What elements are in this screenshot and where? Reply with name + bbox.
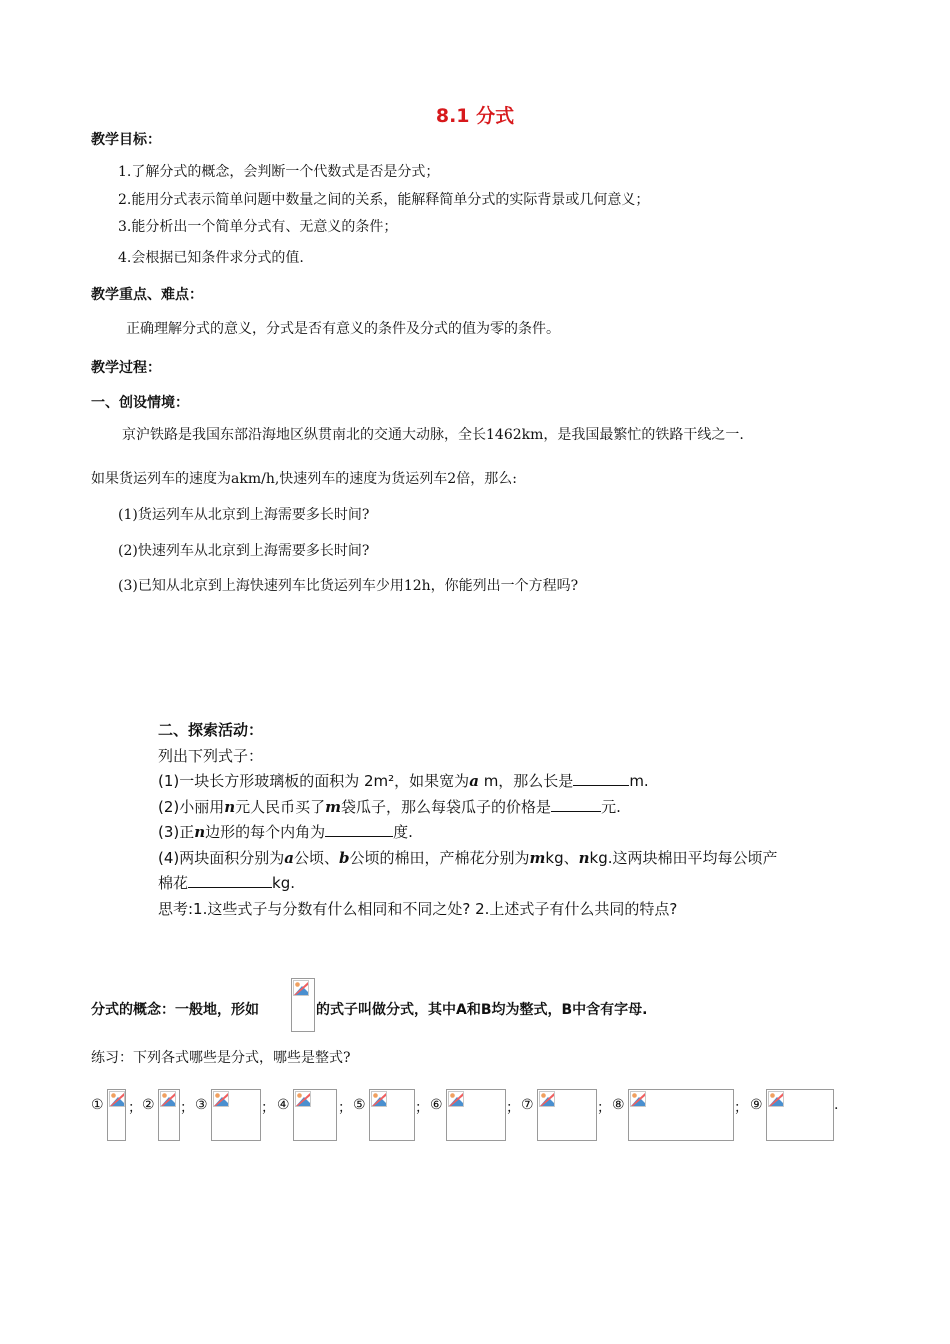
section1-question: (1)货运列车从北京到上海需要多长时间?: [118, 507, 370, 523]
item-label: ③: [195, 1097, 208, 1113]
section1-question: (3)已知从北京到上海快速列车比货运列车少用12h，你能列出一个方程吗?: [118, 578, 579, 594]
variable-n: n: [578, 849, 590, 867]
objective-item: 1.了解分式的概念，会判断一个代数式是否是分式；: [118, 164, 440, 180]
exercise-line-2: (2)小丽用n元人民币买了m袋瓜子，那么每袋瓜子的价格是 元.: [158, 798, 621, 816]
variable-n: n: [194, 823, 206, 841]
section1-paragraph: 京沪铁路是我国东部沿海地区纵贯南北的交通大动脉，全长1462km，是我国最繁忙的铁路干线之一.: [122, 427, 744, 443]
think-questions: 思考:1.这些式子与分数有什么相同和不同之处? 2.上述式子有什么共同的特点?: [158, 900, 678, 918]
section2-heading: 二、探索活动：: [158, 721, 264, 739]
practice-prompt: 练习：下列各式哪些是分式，哪些是整式?: [91, 1050, 351, 1066]
exercise-line-4b: 棉花 kg.: [158, 874, 295, 892]
objective-item: 3.能分析出一个简单分式有、无意义的条件；: [118, 219, 398, 235]
answer-blank: [551, 799, 601, 812]
image-icon: [768, 1091, 784, 1107]
answer-blank: [188, 875, 272, 888]
variable-a: a: [469, 772, 479, 790]
section1-heading: 一、创设情境：: [91, 395, 189, 411]
variable-b: b: [339, 849, 350, 867]
image-icon: [630, 1091, 646, 1107]
answer-blank: [325, 824, 393, 837]
objective-item: 4.会根据已知条件求分式的值.: [118, 250, 304, 266]
image-icon: [213, 1091, 229, 1107]
answer-blank: [573, 773, 629, 786]
fraction-image-placeholder: [537, 1089, 597, 1141]
separator: ；: [415, 1100, 429, 1116]
section1-question: (2)快速列车从北京到上海需要多长时间?: [118, 543, 370, 559]
image-icon: [293, 980, 309, 996]
fraction-image-placeholder: [107, 1089, 126, 1141]
section2-intro: 列出下列式子：: [158, 747, 264, 765]
separator: ；: [338, 1100, 352, 1116]
fraction-image-placeholder: [211, 1089, 261, 1141]
image-icon: [371, 1091, 387, 1107]
separator: ；: [128, 1100, 142, 1116]
process-heading: 教学过程：: [91, 360, 161, 376]
item-label: ⑨: [750, 1097, 763, 1113]
objective-item: 2.能用分式表示简单问题中数量之间的关系，能解释简单分式的实际背景或几何意义；: [118, 192, 650, 208]
exercise-line-1: (1)一块长方形玻璃板的面积为 2m²，如果宽为a m，那么长是 m.: [158, 772, 649, 790]
fraction-image-placeholder: [291, 978, 315, 1032]
fraction-image-placeholder: [766, 1089, 834, 1141]
image-icon: [448, 1091, 464, 1107]
fraction-image-placeholder: [446, 1089, 506, 1141]
fraction-image-placeholder: [628, 1089, 734, 1141]
exercise-line-4: (4)两块面积分别为a公顷、b公顷的棉田，产棉花分别为mkg、nkg.这两块棉田平均每公顷产: [158, 849, 778, 867]
image-icon: [539, 1091, 555, 1107]
image-icon: [109, 1091, 125, 1107]
image-icon: [160, 1091, 176, 1107]
variable-m: m: [529, 849, 546, 867]
separator: ；: [597, 1100, 611, 1116]
key-points-text: 正确理解分式的意义，分式是否有意义的条件及分式的值为零的条件。: [126, 321, 560, 337]
section1-paragraph: 如果货运列车的速度为akm/h,快速列车的速度为货运列车2倍，那么:: [91, 471, 517, 487]
fraction-image-placeholder: [293, 1089, 337, 1141]
exercise-line-3: (3)正n边形的每个内角为 度.: [158, 823, 413, 841]
separator: ；: [734, 1100, 748, 1116]
separator: ；: [261, 1100, 275, 1116]
variable-n: n: [224, 798, 236, 816]
concept-text-start: 分式的概念：一般地，形如: [91, 1002, 259, 1018]
item-label: ⑥: [430, 1097, 443, 1113]
separator: ；: [506, 1100, 520, 1116]
fraction-image-placeholder: [158, 1089, 180, 1141]
item-label: ⑧: [612, 1097, 625, 1113]
item-label: ①: [91, 1097, 104, 1113]
image-icon: [295, 1091, 311, 1107]
item-label: ⑤: [353, 1097, 366, 1113]
item-label: ②: [142, 1097, 155, 1113]
objectives-heading: 教学目标：: [91, 132, 161, 148]
variable-a: a: [284, 849, 294, 867]
item-label: ④: [277, 1097, 290, 1113]
item-label: ⑦: [521, 1097, 534, 1113]
separator: ；: [180, 1100, 194, 1116]
concept-text-end: 的式子叫做分式，其中A和B均为整式，B中含有字母.: [316, 1002, 648, 1018]
fraction-image-placeholder: [369, 1089, 415, 1141]
page-title: 8.1 分式: [435, 105, 515, 127]
key-points-heading: 教学重点、难点：: [91, 287, 203, 303]
end-period: .: [834, 1097, 839, 1113]
variable-m: m: [325, 798, 342, 816]
